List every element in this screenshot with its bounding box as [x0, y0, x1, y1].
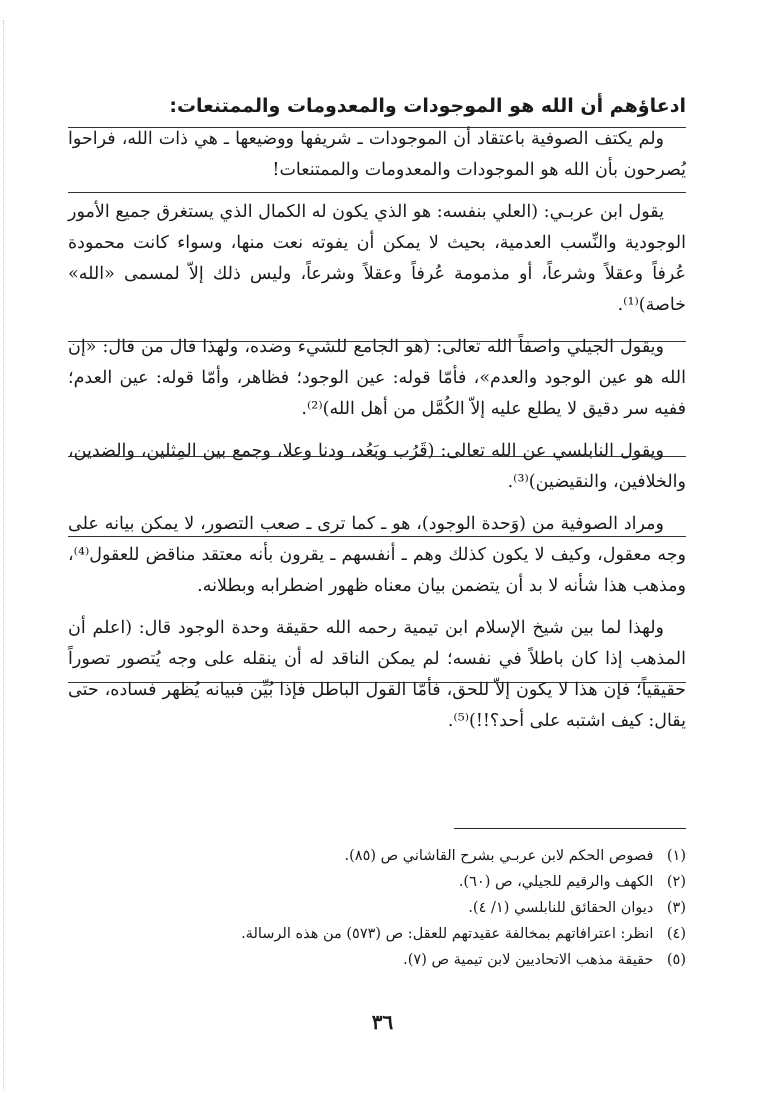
footnote-number: (١) — [666, 848, 686, 864]
scan-margin-dots — [3, 20, 4, 1090]
paragraph-6: ولهذا لما بين شيخ الإسلام ابن تيمية رحمه الله حقيقة وحدة الوجود قال: (اعلم أن المذهب إذا كان باطلاً في نفسه؛ لم يمكن الناقد له أن ينقله على وجه يُتصور تصوراً حقيقياً؛ فإن هذا لا يكون إلاّ للحق، فأمّا القول الباطل فإذا بُيِّن فبيانه يُظهر فساده، حتى يقال: كيف اشتبه على أحد؟!!)⁽⁵⁾. — [68, 618, 686, 731]
paragraph-2: يقول ابن عربـي: (العلي بنفسه: هو الذي يكون له الكمال الذي يستغرق جميع الأمور الوجودية والنِّسب العدمية، بحيث لا يمكن أن يفوته نعت منها، وسواء كانت محمودة عُرفاً وعقلاً وشرعاً، أو مذمومة عُرفاً وعقلاً وشرعاً، وليس ذلك إلاّ لمسمى «الله» خاصة)⁽¹⁾. — [68, 202, 686, 315]
footnote-item — [76, 895, 686, 921]
page-body — [68, 92, 686, 748]
footnote-text: الكهف والرقيم للجيلي، ص (٦٠). — [458, 874, 654, 890]
footnote-text: انظر: اعترافاتهم بمخالفة عقيدتهم للعقل: ص (٥٧٣) من هذه الرسالة. — [241, 926, 654, 942]
page-number: ٣٦ — [371, 1010, 394, 1034]
footnote-text: ديوان الحقائق للنابلسي (١/ ٤). — [468, 900, 654, 916]
footnote-text: حقيقة مذهب الاتحاديين لابن تيمية ص (٧). — [403, 952, 654, 968]
paragraph-3: ويقول الجيلي واصفاً الله تعالى: (هو الجامع للشيء وضده، ولهذا قال من قال: «إن الله هو عين الوجود والعدم»، فأمّا قوله: عين الوجود؛ فظاهر، وأمّا قوله: عين العدم؛ ففيه سر دقيق لا يطلع عليه إلاّ الكُمَّل من أهل الله)⁽²⁾. — [68, 337, 686, 419]
footnote-text: فصوص الحكم لابن عربـي بشرح القاشاني ص (٨٥). — [344, 848, 654, 864]
paragraph-1: ولم يكتف الصوفية باعتقاد أن الموجودات ـ شريفها ووضيعها ـ هي ذات الله، فراحوا يُصرحون بأن الله هو الموجودات والمعدومات والممتنعات! — [68, 129, 686, 180]
paragraph-4: ويقول النابلسي عن الله تعالى: (قَرُب وبَعُد، ودنا وعلا، وجمع بين المِثلين، والضدين، والخلافين، والنقيضين)⁽³⁾. — [68, 441, 686, 492]
footnote-number: (٤) — [666, 926, 686, 942]
footnote-separator — [454, 828, 686, 829]
footnote-item — [76, 921, 686, 947]
footnotes-list — [76, 843, 686, 973]
footnote-item — [76, 869, 686, 895]
footnote-number: (٥) — [666, 952, 686, 968]
footnote-item — [76, 947, 686, 973]
footnote-item — [76, 843, 686, 869]
section-heading: ادعاؤهم أن الله هو الموجودات والمعدومات والممتنعات: — [169, 95, 686, 117]
paragraph-5: ومراد الصوفية من (وَحدة الوجود)، هو ـ كما ترى ـ صعب التصور، لا يمكن بيانه على وجه معقول، وكيف لا يكون كذلك وهم ـ أنفسهم ـ يقرون بأنه معتقد مناقض للعقول⁽⁴⁾، ومذهب هذا شأنه لا بد أن يتضمن بيان معناه ظهور اضطرابه وبطلانه. — [68, 514, 686, 596]
footnote-number: (٣) — [666, 900, 686, 916]
footnote-number: (٢) — [666, 874, 686, 890]
